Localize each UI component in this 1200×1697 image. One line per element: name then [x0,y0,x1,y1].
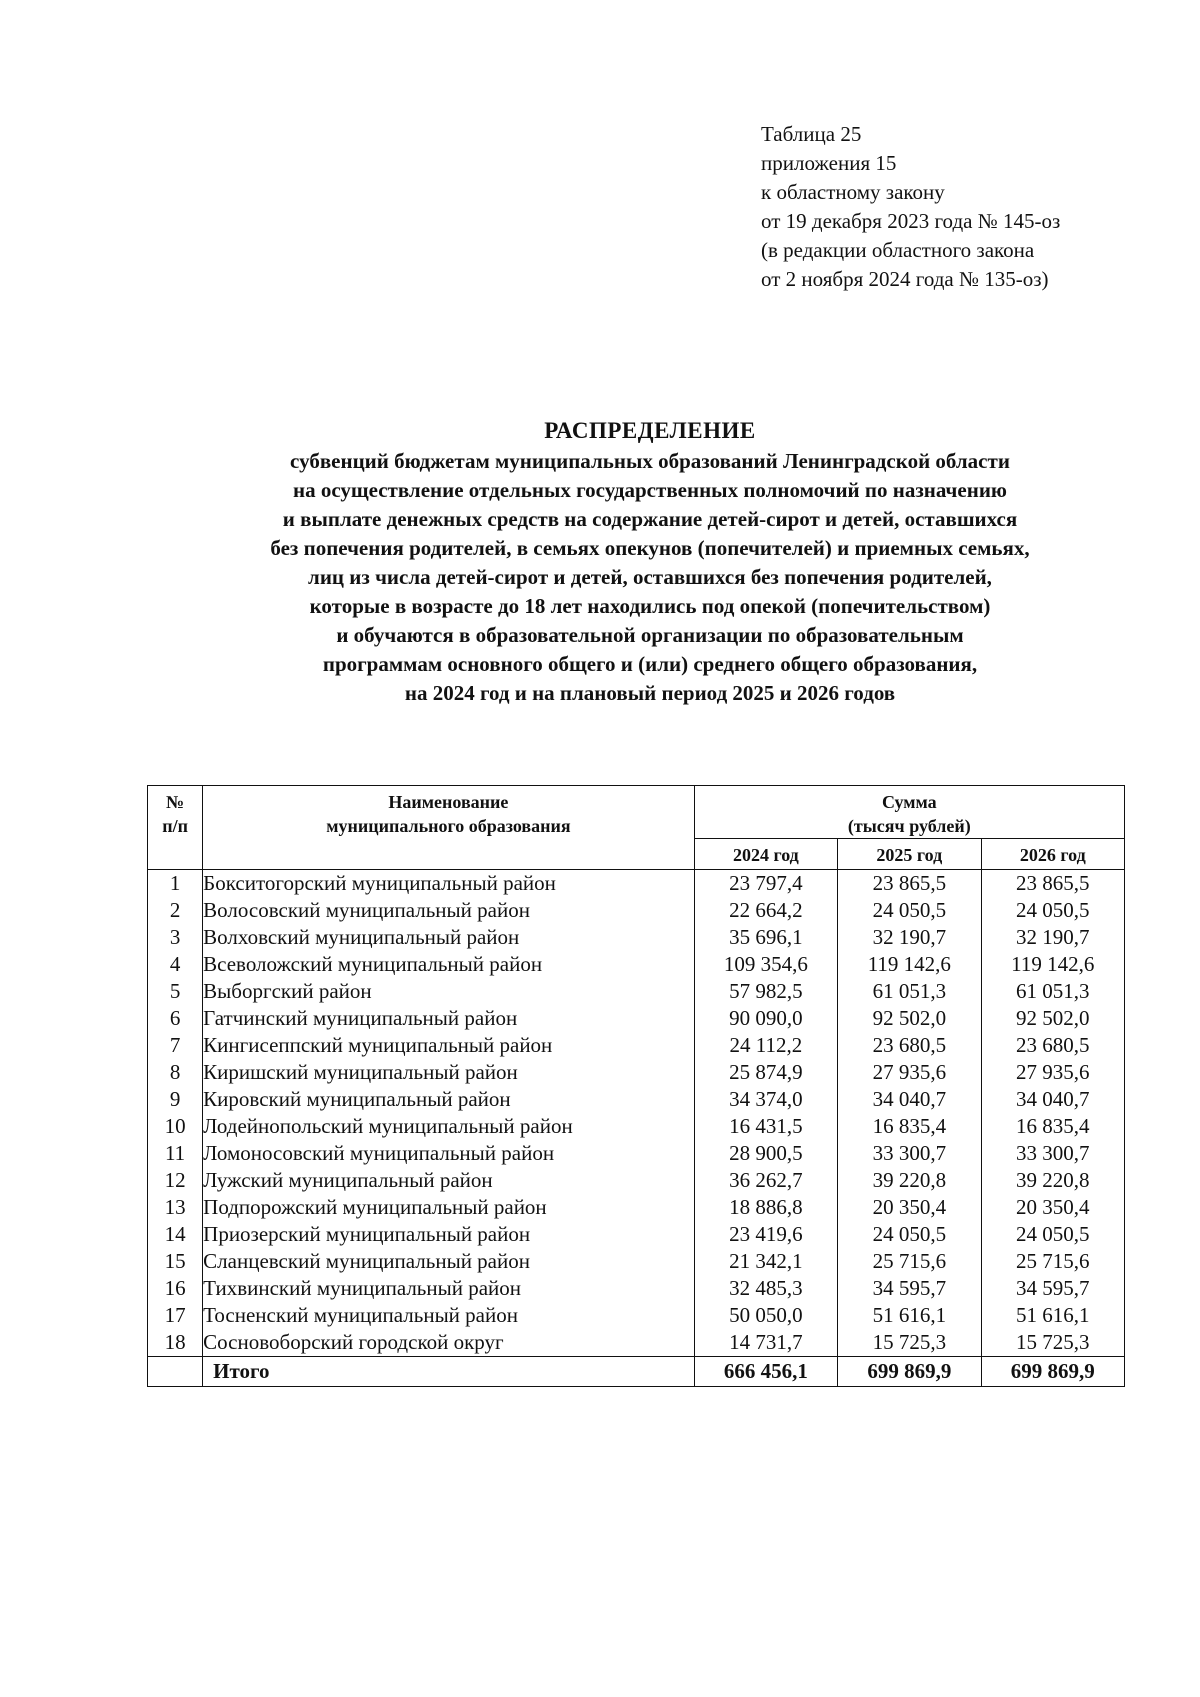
row-value-2026: 34 595,7 [981,1275,1124,1302]
header-name [203,786,695,870]
row-value-2026: 92 502,0 [981,1005,1124,1032]
row-municipality: Сланцевский муниципальный район [203,1248,695,1275]
row-value-2026: 24 050,5 [981,1221,1124,1248]
row-value-2026: 20 350,4 [981,1194,1124,1221]
row-value-2025: 24 050,5 [838,1221,981,1248]
row-value-2024: 57 982,5 [694,978,837,1005]
table-total [148,1357,1125,1387]
row-municipality: Приозерский муниципальный район [203,1221,695,1248]
heading-line: которые в возрасте до 18 лет находились под опекой (попечительством) [309,594,991,618]
row-value-2026: 39 220,8 [981,1167,1124,1194]
row-number: 4 [148,951,203,978]
row-number: 7 [148,1032,203,1059]
table-row [148,1248,1125,1275]
row-number: 11 [148,1140,203,1167]
heading-line: на осуществление отдельных государственных полномочий по назначению [293,478,1007,502]
row-number: 6 [148,1005,203,1032]
row-value-2026: 33 300,7 [981,1140,1124,1167]
row-value-2024: 35 696,1 [694,924,837,951]
heading-line: на 2024 год и на плановый период 2025 и 2026 годов [404,681,896,705]
row-number: 15 [148,1248,203,1275]
row-value-2025: 119 142,6 [838,951,981,978]
row-value-2026: 25 715,6 [981,1248,1124,1275]
heading-line: и обучаются в образовательной организации по образовательным [336,623,964,647]
table-row [148,897,1125,924]
table-row [148,1329,1125,1357]
row-number: 16 [148,1275,203,1302]
attachment-line: приложения 15 [761,151,897,175]
table-row [148,1140,1125,1167]
attachment-line: к областному закону [761,180,945,204]
row-value-2025: 39 220,8 [838,1167,981,1194]
row-value-2024: 16 431,5 [694,1113,837,1140]
row-value-2024: 109 354,6 [694,951,837,978]
table-row [148,1167,1125,1194]
row-number: 14 [148,1221,203,1248]
row-value-2026: 23 865,5 [981,870,1124,898]
row-value-2025: 23 865,5 [838,870,981,898]
row-municipality: Кингисеппский муниципальный район [203,1032,695,1059]
row-value-2025: 20 350,4 [838,1194,981,1221]
header-number [148,786,203,870]
row-municipality: Тихвинский муниципальный район [203,1275,695,1302]
row-value-2026: 34 040,7 [981,1086,1124,1113]
header-name-line2: муниципального образования [326,816,571,836]
table-row [148,1221,1125,1248]
row-value-2025: 34 595,7 [838,1275,981,1302]
header-year-2024: 2024 год [694,839,837,870]
row-number: 13 [148,1194,203,1221]
row-municipality: Волосовский муниципальный район [203,897,695,924]
table-body [148,870,1125,1357]
row-value-2025: 27 935,6 [838,1059,981,1086]
row-municipality: Гатчинский муниципальный район [203,1005,695,1032]
row-municipality: Киришский муниципальный район [203,1059,695,1086]
row-number: 17 [148,1302,203,1329]
heading-line: и выплате денежных средств на содержание детей-сирот и детей, оставшихся [282,507,1018,531]
row-municipality: Тосненский муниципальный район [203,1302,695,1329]
row-value-2024: 90 090,0 [694,1005,837,1032]
attachment-reference [761,120,1181,294]
heading-line: без попечения родителей, в семьях опекунов (попечителей) и приемных семьях, [270,536,1030,560]
header-year-2025: 2025 год [838,839,981,870]
attachment-line: от 2 ноября 2024 года № 135-оз) [761,267,1049,291]
row-number: 9 [148,1086,203,1113]
distribution-table [147,785,1125,1387]
row-value-2026: 16 835,4 [981,1113,1124,1140]
row-value-2024: 18 886,8 [694,1194,837,1221]
row-number: 12 [148,1167,203,1194]
total-label: Итого [203,1357,695,1387]
row-value-2024: 32 485,3 [694,1275,837,1302]
row-value-2025: 92 502,0 [838,1005,981,1032]
row-value-2026: 27 935,6 [981,1059,1124,1086]
total-value-2024: 666 456,1 [694,1357,837,1387]
table-row [148,1086,1125,1113]
row-number: 18 [148,1329,203,1357]
row-value-2025: 24 050,5 [838,897,981,924]
table-row [148,1194,1125,1221]
row-value-2025: 16 835,4 [838,1113,981,1140]
table-row [148,1113,1125,1140]
total-row [148,1357,1125,1387]
row-value-2026: 15 725,3 [981,1329,1124,1357]
header-name-line1: Наименование [388,792,509,812]
row-value-2024: 36 262,7 [694,1167,837,1194]
row-value-2026: 61 051,3 [981,978,1124,1005]
header-sum-line1: Сумма [881,792,937,812]
total-number-cell [148,1357,203,1387]
row-value-2024: 28 900,5 [694,1140,837,1167]
table-row [148,951,1125,978]
row-municipality: Лодейнопольский муниципальный район [203,1113,695,1140]
document-title: РАСПРЕДЕЛЕНИЕ [544,418,756,443]
row-municipality: Кировский муниципальный район [203,1086,695,1113]
row-value-2026: 24 050,5 [981,897,1124,924]
header-number-line1: № [166,792,185,812]
document-heading [130,416,1170,708]
row-municipality: Лужский муниципальный район [203,1167,695,1194]
attachment-line: (в редакции областного закона [761,238,1035,262]
header-sum-line2: (тысяч рублей) [847,816,971,836]
row-municipality: Бокситогорский муниципальный район [203,870,695,898]
row-value-2024: 25 874,9 [694,1059,837,1086]
row-value-2024: 24 112,2 [694,1032,837,1059]
row-municipality: Ломоносовский муниципальный район [203,1140,695,1167]
row-value-2025: 25 715,6 [838,1248,981,1275]
table-row [148,978,1125,1005]
row-value-2024: 34 374,0 [694,1086,837,1113]
row-number: 3 [148,924,203,951]
table-row [148,924,1125,951]
header-sum [694,786,1124,839]
row-value-2026: 23 680,5 [981,1032,1124,1059]
row-municipality: Волховский муниципальный район [203,924,695,951]
row-value-2026: 32 190,7 [981,924,1124,951]
row-number: 10 [148,1113,203,1140]
table-header [148,786,1125,870]
row-value-2025: 32 190,7 [838,924,981,951]
row-value-2024: 23 419,6 [694,1221,837,1248]
total-value-2026: 699 869,9 [981,1357,1124,1387]
header-year-2026: 2026 год [981,839,1124,870]
heading-line: лиц из числа детей-сирот и детей, оставшихся без попечения родителей, [308,565,992,589]
row-value-2026: 51 616,1 [981,1302,1124,1329]
row-value-2026: 119 142,6 [981,951,1124,978]
attachment-line: Таблица 25 [761,122,862,146]
row-value-2025: 33 300,7 [838,1140,981,1167]
row-value-2024: 22 664,2 [694,897,837,924]
header-number-line2: п/п [162,816,188,836]
table-row [148,1059,1125,1086]
row-number: 2 [148,897,203,924]
row-municipality: Выборгский район [203,978,695,1005]
table-row [148,1032,1125,1059]
row-municipality: Всеволожский муниципальный район [203,951,695,978]
attachment-line: от 19 декабря 2023 года № 145-оз [761,209,1061,233]
table-row [148,1005,1125,1032]
row-value-2024: 21 342,1 [694,1248,837,1275]
row-value-2025: 34 040,7 [838,1086,981,1113]
row-municipality: Подпорожский муниципальный район [203,1194,695,1221]
row-value-2025: 23 680,5 [838,1032,981,1059]
row-value-2024: 23 797,4 [694,870,837,898]
row-value-2025: 51 616,1 [838,1302,981,1329]
row-value-2024: 50 050,0 [694,1302,837,1329]
total-value-2025: 699 869,9 [838,1357,981,1387]
row-number: 5 [148,978,203,1005]
table-row [148,1302,1125,1329]
heading-line: программам основного общего и (или) среднего общего образования, [322,652,978,676]
row-value-2025: 61 051,3 [838,978,981,1005]
row-number: 8 [148,1059,203,1086]
table-row [148,870,1125,898]
table-row [148,1275,1125,1302]
heading-line: субвенций бюджетам муниципальных образований Ленинградской области [290,449,1010,473]
row-value-2025: 15 725,3 [838,1329,981,1357]
row-municipality: Сосновоборский городской округ [203,1329,695,1357]
row-number: 1 [148,870,203,898]
row-value-2024: 14 731,7 [694,1329,837,1357]
